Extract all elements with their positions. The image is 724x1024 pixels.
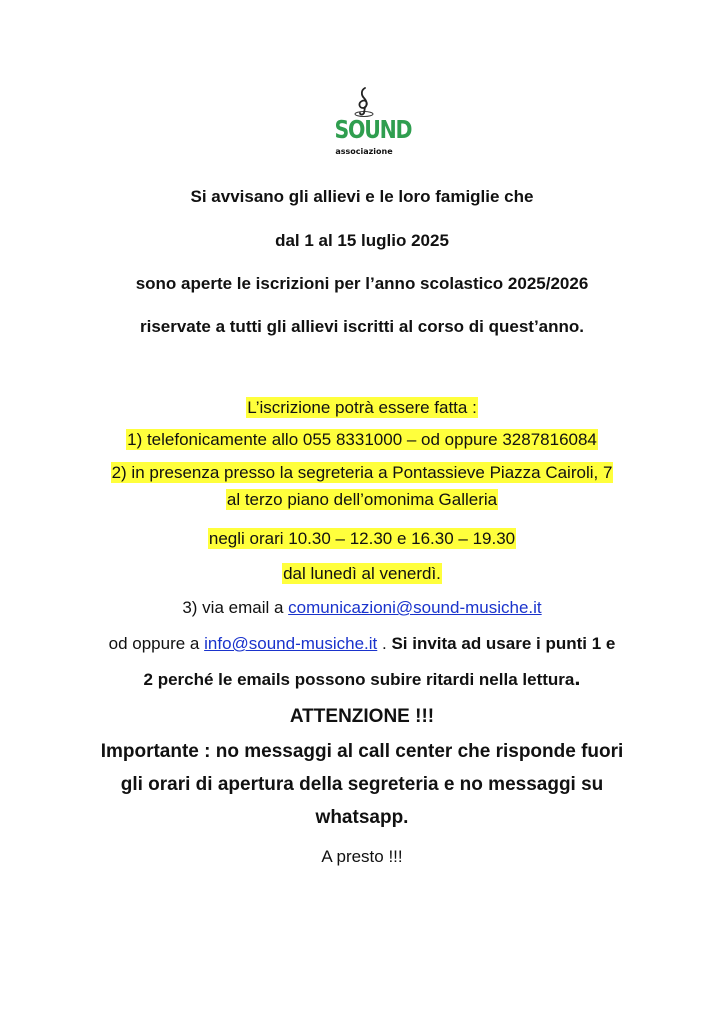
sound-logo — [328, 86, 412, 160]
advice-text-part-2: 2 perché le emails possono subire ritardi nella lettura — [143, 670, 575, 689]
warning-line-2: gli orari di apertura della segreteria e no messaggi su — [120, 774, 604, 795]
announcement-line-3: sono aperte le iscrizioni per l’anno scolastico 2025/2026 — [135, 274, 589, 293]
alt-email-prefix: od oppure a — [108, 634, 205, 653]
registration-intro-line — [0, 397, 724, 419]
announcement-line-1: Si avvisano gli allievi e le loro famiglie che — [190, 187, 534, 206]
email-link-comunicazioni[interactable]: comunicazioni@sound-musiche.it — [288, 598, 542, 617]
announcement-line-4: riservate a tutti gli allievi iscritti al corso di quest’anno. — [139, 317, 585, 336]
option-in-person-line — [0, 462, 724, 484]
option-in-person-location-line — [0, 489, 724, 511]
advice-line-2 — [0, 667, 724, 691]
alt-email-separator: . — [377, 634, 392, 653]
office-days-line — [0, 563, 724, 585]
logo-wordmark: SOUND — [334, 115, 412, 144]
office-hours: negli orari 10.30 – 12.30 e 16.30 – 19.30 — [208, 529, 516, 548]
alt-email-line — [0, 633, 724, 655]
warning-heading: ATTENZIONE !!! — [289, 706, 435, 727]
treble-clef-icon — [350, 86, 378, 118]
warning-line-1: Importante : no messaggi al call center che risponde fuori — [100, 741, 624, 762]
option-phone: 1) telefonicamente allo 055 8331000 – od oppure 3287816084 — [127, 430, 597, 449]
option-email-line — [0, 597, 724, 619]
option-email-prefix: 3) via email a — [182, 598, 289, 617]
announcement-line-2: dal 1 al 15 luglio 2025 — [275, 231, 449, 250]
option-phone-line — [0, 429, 724, 451]
advice-text-part-1: Si invita ad usare i punti 1 e — [391, 634, 616, 653]
office-hours-line — [0, 528, 724, 550]
email-link-info[interactable]: info@sound-musiche.it — [204, 634, 378, 653]
option-in-person: 2) in presenza presso la segreteria a Pontassieve Piazza Cairoli, 7 — [111, 463, 613, 482]
office-days: dal lunedì al venerdì. — [283, 564, 441, 583]
closing-text: A presto !!! — [321, 847, 403, 866]
warning-line-3: whatsapp. — [315, 807, 409, 828]
option-in-person-location: al terzo piano dell’omonima Galleria — [226, 490, 498, 509]
registration-intro: L’iscrizione potrà essere fatta : — [247, 398, 477, 417]
logo-subtitle: associazione — [335, 147, 393, 156]
advice-period: . — [574, 665, 581, 690]
